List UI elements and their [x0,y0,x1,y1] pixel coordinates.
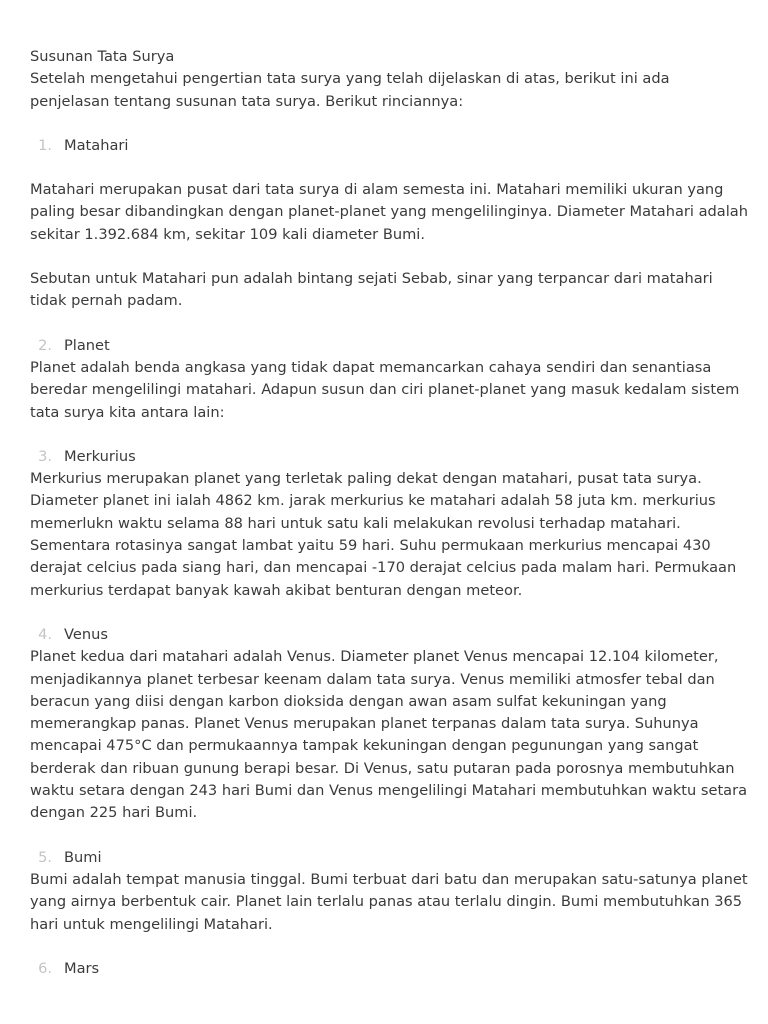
paragraph-planet: Planet adalah benda angkasa yang tidak dapat memancarkan cahaya sendiri dan senantiasa beredar mengelilingi matahari. Adapun susun dan ciri planet-planet yang masuk kedalam sistem tata surya kita antara lain: [30,358,740,421]
document-body [30,46,748,980]
list-item-planet [30,335,748,357]
list-number: 2. [38,336,52,354]
list-number: 6. [38,959,52,977]
list-number: 4. [38,625,52,643]
list-heading: Bumi [64,848,102,866]
paragraph-matahari-2: Sebutan untuk Matahari pun adalah bintang sejati Sebab, sinar yang terpancar dari matahari tidak pernah padam. [30,270,713,310]
document-title: Susunan Tata Surya [30,48,175,65]
list-item-mars [30,958,748,980]
intro-paragraph: Setelah mengetahui pengertian tata surya yang telah dijelaskan di atas, berikut ini ada penjelasan tentang susunan tata surya. Berikut rinciannya: [30,70,670,110]
list-number: 5. [38,848,52,866]
list-heading: Planet [64,336,110,354]
list-heading: Matahari [64,136,129,154]
paragraph-venus: Planet kedua dari matahari adalah Venus. Diameter planet Venus mencapai 12.104 kilometer, menjadikannya planet terbesar keenam dalam tata surya. Venus memiliki atmosfer tebal dan beracun yang diisi dengan karbon dioksida dengan awan asam sulfat kekuningan yang memerangkap panas. Planet Venus merupakan planet terpanas dalam tata surya. Suhunya mencapai 475°C dan permukaannya tampak kekuningan dengan pegunungan yang sangat berderak dan ribuan gunung berapi besar. Di Venus, satu putaran pada porosnya membutuhkan waktu setara dengan 243 hari Bumi dan Venus mengelilingi Matahari membutuhkan waktu setara dengan 225 hari Bumi. [30,648,748,822]
paragraph-matahari-1: Matahari merupakan pusat dari tata surya di alam semesta ini. Matahari memiliki ukuran yang paling besar dibandingkan dengan planet-planet yang mengelilinginya. Diameter Matahari adalah sekitar 1.392.684 km, sekitar 109 kali diameter Bumi. [30,181,749,243]
list-number: 3. [38,447,52,465]
paragraph-bumi: Bumi adalah tempat manusia tinggal. Bumi terbuat dari batu dan merupakan satu-satunya planet yang airnya berbentuk cair. Planet lain terlalu panas atau terlalu dingin. Bumi membutuhkan 365 hari untuk mengelilingi Matahari. [30,870,748,933]
list-heading: Venus [64,625,108,643]
list-heading: Mars [64,959,100,977]
paragraph-merkurius: Merkurius merupakan planet yang terletak paling dekat dengan matahari, pusat tata surya. Diameter planet ini ialah 4862 km. jarak merkurius ke matahari adalah 58 juta km. merkurius memerlukn waktu selama 88 hari untuk satu kali melakukan revolusi terhadap matahari. Sementara rotasinya sangat lambat yaitu 59 hari. Suhu permukaan merkurius mencapai 430 derajat celcius pada siang hari, dan mencapai -170 derajat celcius pada malam hari. Permukaan merkurius terdapat banyak kawah akibat benturan dengan meteor. [30,470,737,599]
list-item-venus [30,624,748,646]
list-heading: Merkurius [64,447,136,465]
list-item-matahari [30,135,748,157]
list-number: 1. [38,136,52,154]
list-item-bumi [30,847,748,869]
list-item-merkurius [30,446,748,468]
